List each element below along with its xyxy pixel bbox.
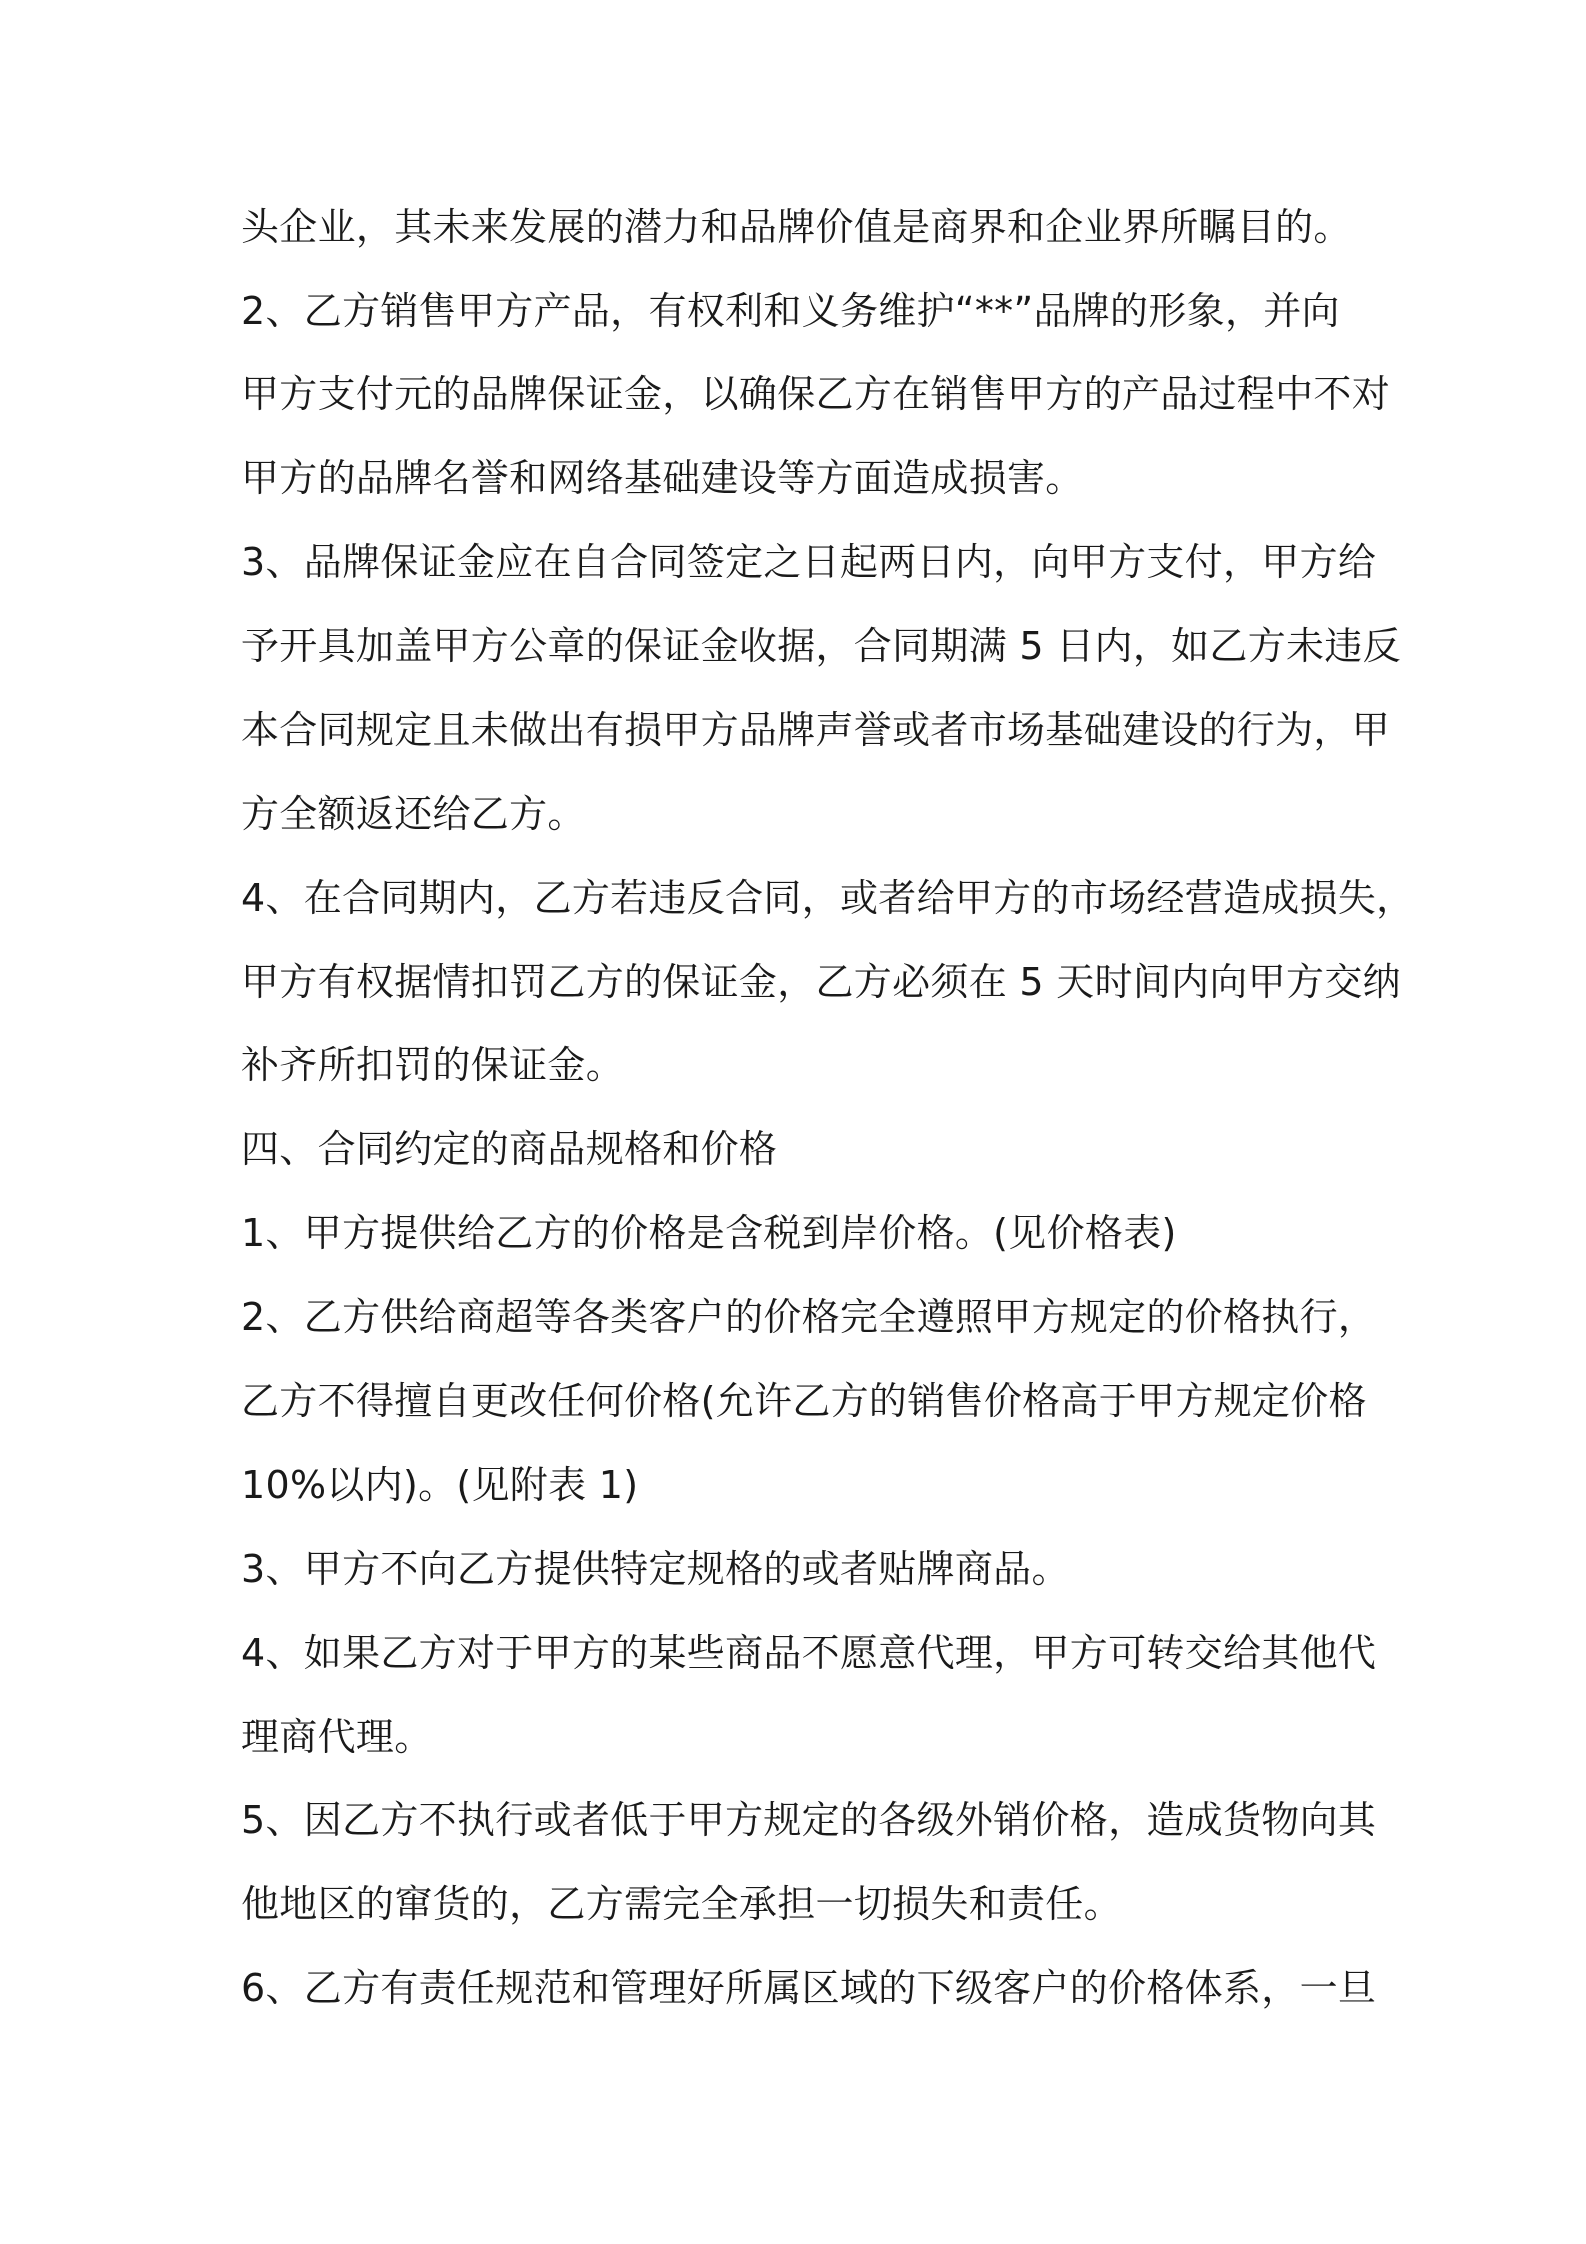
text-line: 甲方有权据情扣罚乙方的保证金，乙方必须在 5 天时间内向甲方交纳 <box>241 960 1401 1004</box>
text-line: 4、在合同期内，乙方若违反合同，或者给甲方的市场经营造成损失， <box>241 876 1415 920</box>
text-line: 5、因乙方不执行或者低于甲方规定的各级外销价格，造成货物向其 <box>241 1798 1377 1842</box>
text-line: 4、如果乙方对于甲方的某些商品不愿意代理，甲方可转交给其他代 <box>241 1631 1377 1675</box>
text-line: 方全额返还给乙方。 <box>241 792 586 836</box>
text-line: 10%以内)。(见附表 1) <box>241 1463 639 1507</box>
text-line: 1、甲方提供给乙方的价格是含税到岸价格。(见价格表) <box>241 1211 1177 1255</box>
text-line: 2、乙方销售甲方产品，有权利和义务维护“**”品牌的形象，并向 <box>241 289 1340 333</box>
text-line: 乙方不得擅自更改任何价格(允许乙方的销售价格高于甲方规定价格 <box>241 1379 1367 1423</box>
text-line: 甲方支付元的品牌保证金，以确保乙方在销售甲方的产品过程中不对 <box>241 372 1391 416</box>
text-line: 3、甲方不向乙方提供特定规格的或者贴牌商品。 <box>241 1547 1070 1591</box>
text-line: 他地区的窜货的，乙方需完全承担一切损失和责任。 <box>241 1882 1122 1926</box>
text-line: 3、品牌保证金应在自合同签定之日起两日内，向甲方支付，甲方给 <box>241 540 1377 584</box>
text-line: 补齐所扣罚的保证金。 <box>241 1043 625 1087</box>
text-line: 予开具加盖甲方公章的保证金收据，合同期满 5 日内，如乙方未违反 <box>241 624 1401 668</box>
text-line: 6、乙方有责任规范和管理好所属区域的下级客户的价格体系，一旦 <box>241 1966 1377 2010</box>
text-line: 本合同规定且未做出有损甲方品牌声誉或者市场基础建设的行为，甲 <box>241 708 1391 752</box>
text-line: 头企业，其未来发展的潜力和品牌价值是商界和企业界所瞩目的。 <box>241 205 1352 249</box>
section-heading: 四、合同约定的商品规格和价格 <box>241 1127 778 1171</box>
text-line: 2、乙方供给商超等各类客户的价格完全遵照甲方规定的价格执行， <box>241 1295 1377 1339</box>
text-line: 甲方的品牌名誉和网络基础建设等方面造成损害。 <box>241 456 1084 500</box>
text-line: 理商代理。 <box>241 1715 433 1759</box>
